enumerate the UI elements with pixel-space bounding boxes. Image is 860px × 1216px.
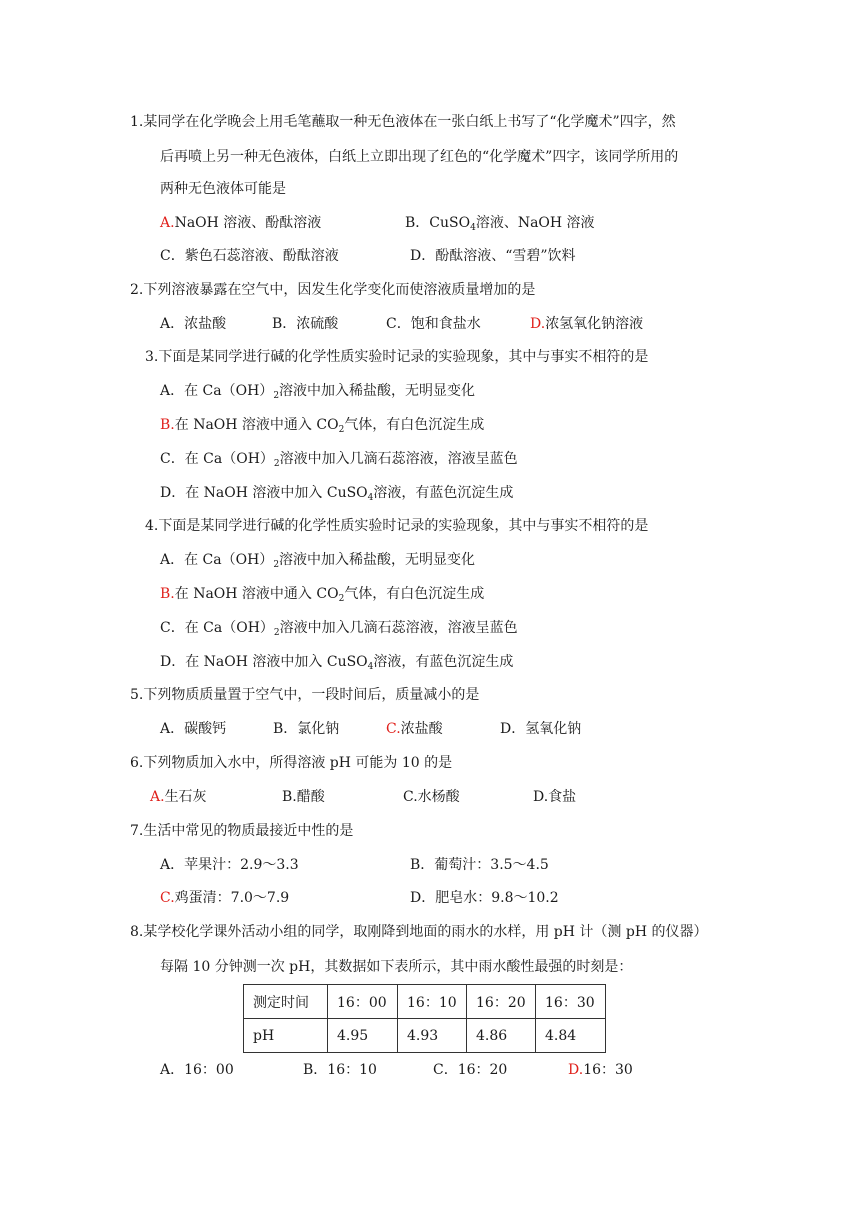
q7-option-d: D．肥皂水：9.8～10.2 (410, 890, 559, 906)
q3-option-a: A．在 $Ca(OH)_2$溶液中加入稀盐酸，无明显变化 (160, 383, 476, 401)
q8-stem-line1: 8.某学校化学课外活动小组的同学，取刚降到地面的雨水的水样，用 pH 计（测 pH 的仪器） (130, 924, 708, 940)
q5-option-a: A．碳酸钙 (160, 721, 227, 737)
table-cell: 4.93 (398, 1019, 467, 1053)
q1-option-d: D．酚酞溶液、“雪碧”饮料 (410, 248, 576, 264)
q2-stem: 2.下列溶液暴露在空气中，因发生化学变化而使溶液质量增加的是 (130, 282, 536, 298)
table-cell: 16：00 (328, 985, 398, 1019)
q7-option-c: C.鸡蛋清：7.0～7.9 (160, 890, 290, 906)
q7-option-a: A．苹果汁：2.9～3.3 (160, 857, 299, 873)
table-cell: 4.86 (467, 1019, 536, 1053)
table-cell: 16：30 (536, 985, 606, 1019)
q5-option-d: D．氢氧化钠 (500, 721, 582, 737)
table-cell: 测定时间 (244, 985, 328, 1019)
q5-answer-letter: C. (386, 721, 401, 737)
q8-stem-line2: 每隔 10 分钟测一次 pH，其数据如下表所示，其中雨水酸性最强的时刻是： (160, 959, 633, 975)
q1-stem-line3: 两种无色液体可能是 (160, 181, 286, 197)
q6-option-b: B.醋酸 (282, 789, 325, 805)
q1-option-a: A.NaOH 溶液、酚酞溶液 (160, 215, 322, 231)
q8-answer-letter: D. (568, 1062, 584, 1078)
q2-option-a: A．浓盐酸 (160, 316, 227, 332)
q1-option-b: B．CuSO$_4$溶液、NaOH 溶液 (405, 215, 595, 233)
q4-option-c: C．在 $Ca(OH)_2$溶液中加入几滴石蕊溶液，溶液呈蓝色 (160, 620, 518, 638)
ph-data-table (243, 984, 606, 1053)
q7-answer-letter: C. (160, 890, 175, 906)
q4-option-a: A．在 $Ca(OH)_2$溶液中加入稀盐酸，无明显变化 (160, 552, 476, 570)
q3-option-d: D．在 NaOH 溶液中加入 CuSO$_4$溶液，有蓝色沉淀生成 (160, 485, 514, 503)
q8-option-d: D.16：30 (568, 1062, 633, 1078)
q6-stem: 6.下列物质加入水中，所得溶液 pH 可能为 10 的是 (130, 755, 453, 771)
table-cell: 4.84 (536, 1019, 606, 1053)
q8-option-c: C．16：20 (433, 1062, 508, 1078)
q4-option-d: D．在 NaOH 溶液中加入 CuSO$_4$溶液，有蓝色沉淀生成 (160, 654, 514, 672)
q1-stem-line2: 后再喷上另一种无色液体，白纸上立即出现了红色的“化学魔术”四字，该同学所用的 (160, 149, 679, 165)
q3-stem: 3.下面是某同学进行碱的化学性质实验时记录的实验现象，其中与事实不相符的是 (145, 349, 649, 365)
table-cell: 16：20 (467, 985, 536, 1019)
q4-stem: 4.下面是某同学进行碱的化学性质实验时记录的实验现象，其中与事实不相符的是 (145, 518, 649, 534)
q2-answer-letter: D. (530, 316, 546, 332)
q7-option-b: B．葡萄汁：3.5～4.5 (410, 857, 549, 873)
q8-option-b: B．16：10 (303, 1062, 377, 1078)
table-row (244, 1019, 606, 1053)
q1-stem-line1: 1.某同学在化学晚会上用毛笔蘸取一种无色液体在一张白纸上书写了“化学魔术”四字，然 (130, 114, 676, 130)
q5-stem: 5.下列物质质量置于空气中，一段时间后，质量减小的是 (130, 687, 480, 703)
q1-answer-letter: A. (160, 215, 175, 231)
q3-option-b: B.在 NaOH 溶液中通入 $CO_2$气体，有白色沉淀生成 (160, 417, 485, 435)
q3-answer-letter: B. (160, 417, 175, 433)
table-cell: 4.95 (328, 1019, 398, 1053)
q4-answer-letter: B. (160, 586, 175, 602)
q6-answer-letter: A. (150, 789, 165, 805)
q2-option-b: B．浓硫酸 (272, 316, 339, 332)
q5-option-c: C.浓盐酸 (386, 721, 443, 737)
q5-option-b: B．氯化钠 (273, 721, 340, 737)
q8-option-a: A．16：00 (160, 1062, 234, 1078)
q2-option-d: D.浓氢氧化钠溶液 (530, 316, 644, 332)
q2-option-c: C．饱和食盐水 (386, 316, 481, 332)
q3-option-c: C．在 $Ca(OH)_2$溶液中加入几滴石蕊溶液，溶液呈蓝色 (160, 451, 518, 469)
q6-option-c: C.水杨酸 (403, 789, 460, 805)
q7-stem: 7.生活中常见的物质最接近中性的是 (130, 823, 354, 839)
q1-option-c: C．紫色石蕊溶液、酚酞溶液 (160, 248, 339, 264)
table-row (244, 985, 606, 1019)
q6-option-a: A.生石灰 (150, 789, 207, 805)
table-cell: 16：10 (398, 985, 467, 1019)
table-cell: pH (244, 1019, 328, 1053)
q4-option-b: B.在 NaOH 溶液中通入 $CO_2$气体，有白色沉淀生成 (160, 586, 485, 604)
q6-option-d: D.食盐 (533, 789, 577, 805)
